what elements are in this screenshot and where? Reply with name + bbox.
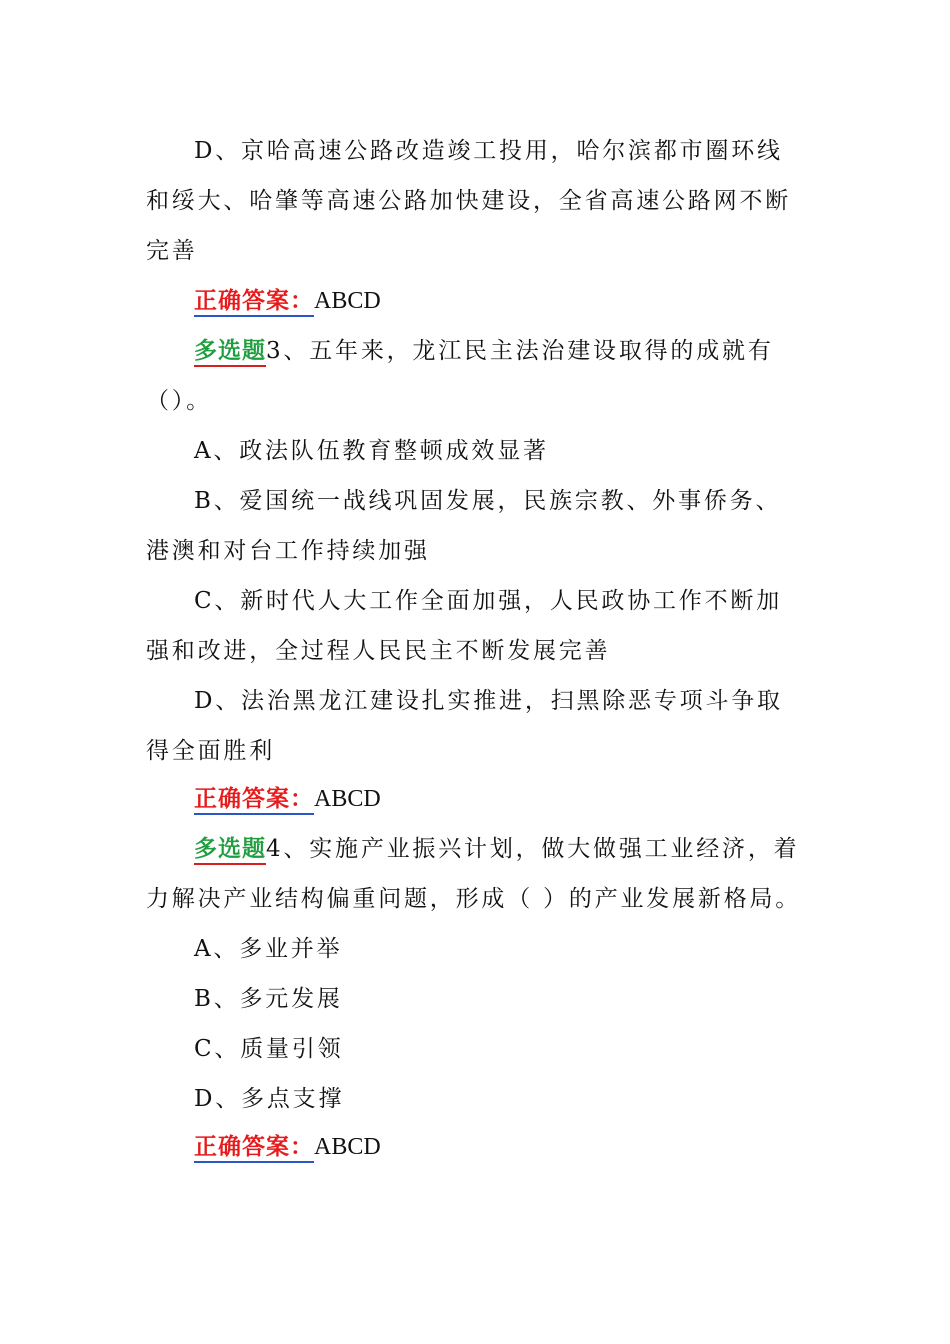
q2-option-d: D、京哈高速公路改造竣工投用，哈尔滨都市圈环线和绥大、哈肇等高速公路加快建设，全省高速公路网不断完善 — [146, 138, 791, 264]
answer-value: ABCD — [314, 1134, 381, 1160]
q4-option-d: D、多点支撑 — [194, 1086, 345, 1112]
answer-value: ABCD — [314, 288, 381, 314]
q4-option-c: C、质量引领 — [194, 1036, 344, 1062]
q4-stem: 4、实施产业振兴计划，做大做强工业经济，着力解决产业结构偏重问题，形成（ ）的产业发展新格局。 — [146, 836, 802, 912]
q3-option-a: A、政法队伍教育整顿成效显著 — [194, 438, 549, 464]
q3-option-b: B、爱国统一战线巩固发展，民族宗教、外事侨务、港澳和对台工作持续加强 — [146, 488, 782, 564]
q3-answer-line — [146, 774, 806, 824]
q4-answer-line — [146, 1122, 806, 1172]
q2-answer-line — [146, 276, 806, 326]
answer-tag: 正确答案： — [194, 287, 314, 317]
q3-option-c: C、新时代人大工作全面加强，人民政协工作不断加强和改进，全过程人民民主不断发展完善 — [146, 588, 782, 664]
q4-stem-line — [146, 824, 806, 924]
q4-option-a: A、多业并举 — [194, 936, 343, 962]
q3-stem: 3、五年来，龙江民主法治建设取得的成就有（）。 — [146, 338, 774, 414]
question-type-tag: 多选题 — [194, 835, 266, 865]
q3-option-d: D、法治黑龙江建设扎实推进，扫黑除恶专项斗争取得全面胜利 — [146, 688, 783, 764]
q3-stem-line — [146, 326, 806, 426]
answer-tag: 正确答案： — [194, 1133, 314, 1163]
q4-option-b: B、多元发展 — [194, 986, 343, 1012]
question-type-tag: 多选题 — [194, 337, 266, 367]
answer-value: ABCD — [314, 786, 381, 812]
answer-tag: 正确答案： — [194, 785, 314, 815]
